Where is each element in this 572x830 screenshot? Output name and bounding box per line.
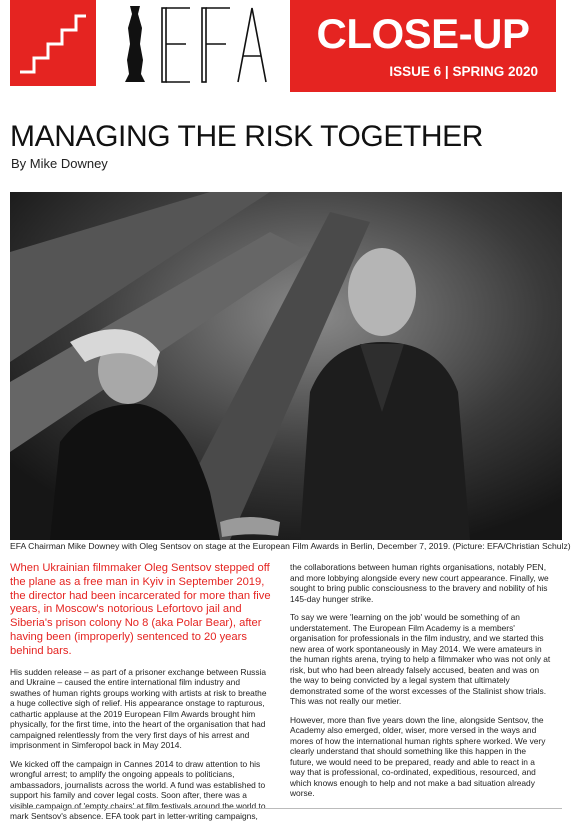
publication-title: CLOSE-UP [316, 10, 530, 57]
article-column-right [290, 562, 552, 807]
article-headline: MANAGING THE RISK TOGETHER [10, 120, 484, 153]
article-paragraph: However, more than five years down the line, alongside Sentsov, the Academy also emerged, older, wiser, more versed in the ways and mores of how the international human rights sphere worked. We very clearly understand that should something like this happen in the future, we would need to be prepared, ready and able to react in a way that is professional, co-ordinated, expeditious, resourced, and which knows enough to help and not make a bad situation already worse. [290, 714, 546, 798]
staircase-logo-icon [10, 0, 96, 86]
article-paragraph: the collaborations between human rights organisations, notably PEN, and more lobbying alongside every new court appearance. Finally, we sought to bring public consciousness to the bravery and nobility of his 145-day hunger strike. [290, 562, 549, 604]
article-byline: By Mike Downey [11, 156, 108, 171]
article-column-left [10, 562, 272, 830]
close-up-banner [290, 0, 556, 92]
article-paragraph: His sudden release – as part of a prisoner exchange between Russia and Ukraine – caused the entire international film industry and swathes of human rights groups working with artists at risk to breathe a huge collective sigh of relief. His appearance onstage to rapturous, cathartic applause at the 2019 European Film Awards brought him physically, for the first time, into the heart of the organisation that had campaigned relentlessly from the very first days of his arrest and imprisonment in Simferopol back in May 2014. [10, 666, 267, 751]
article-photo [10, 192, 562, 540]
page-divider [10, 808, 562, 809]
article-paragraph: To say we were 'learning on the job' would be something of an understatement. The European Film Academy is a members' organisation for professionals in the film industry, and we started this new area of work spontaneously in May 2014. We were amateurs in the human rights arena, trying to help a filmmaker who was not only at risk, but who had been already falsely accused, beaten and was on the way to being convicted by a legal system that ultimately demonstrated some of the worst excesses of the Stalinist show trials. This was not really our metier. [290, 612, 551, 706]
article-lead: When Ukrainian filmmaker Oleg Sentsov stepped off the plane as a free man in Kyiv in September 2019, the director had been incarcerated for more than five years, in Moscow's notorious Lefortovo jail and Siberia's prison colony No 8 (aka Polar Bear), after having been (improperly) sentenced to 20 years behind bars. [10, 562, 271, 657]
issue-label: ISSUE 6 | SPRING 2020 [389, 64, 538, 79]
photo-caption: EFA Chairman Mike Downey with Oleg Sentsov on stage at the European Film Awards in Berlin, December 7, 2019. (Picture: EFA/Christian Schulz) [10, 541, 571, 551]
efa-wordmark-logo [110, 0, 270, 86]
article-paragraph: We kicked off the campaign in Cannes 2014 to draw attention to his wrongful arrest; to amplify the ongoing appeals to politicians, ambassadors, journalists across the world. A fund was established to support his family and cover legal costs. Soon after, there was a visible campaign of 'empty chairs' at film festivals around the world to mark Sentsov's absence. EFA took part in letter-writing campaigns, [10, 758, 266, 822]
masthead [0, 0, 572, 94]
